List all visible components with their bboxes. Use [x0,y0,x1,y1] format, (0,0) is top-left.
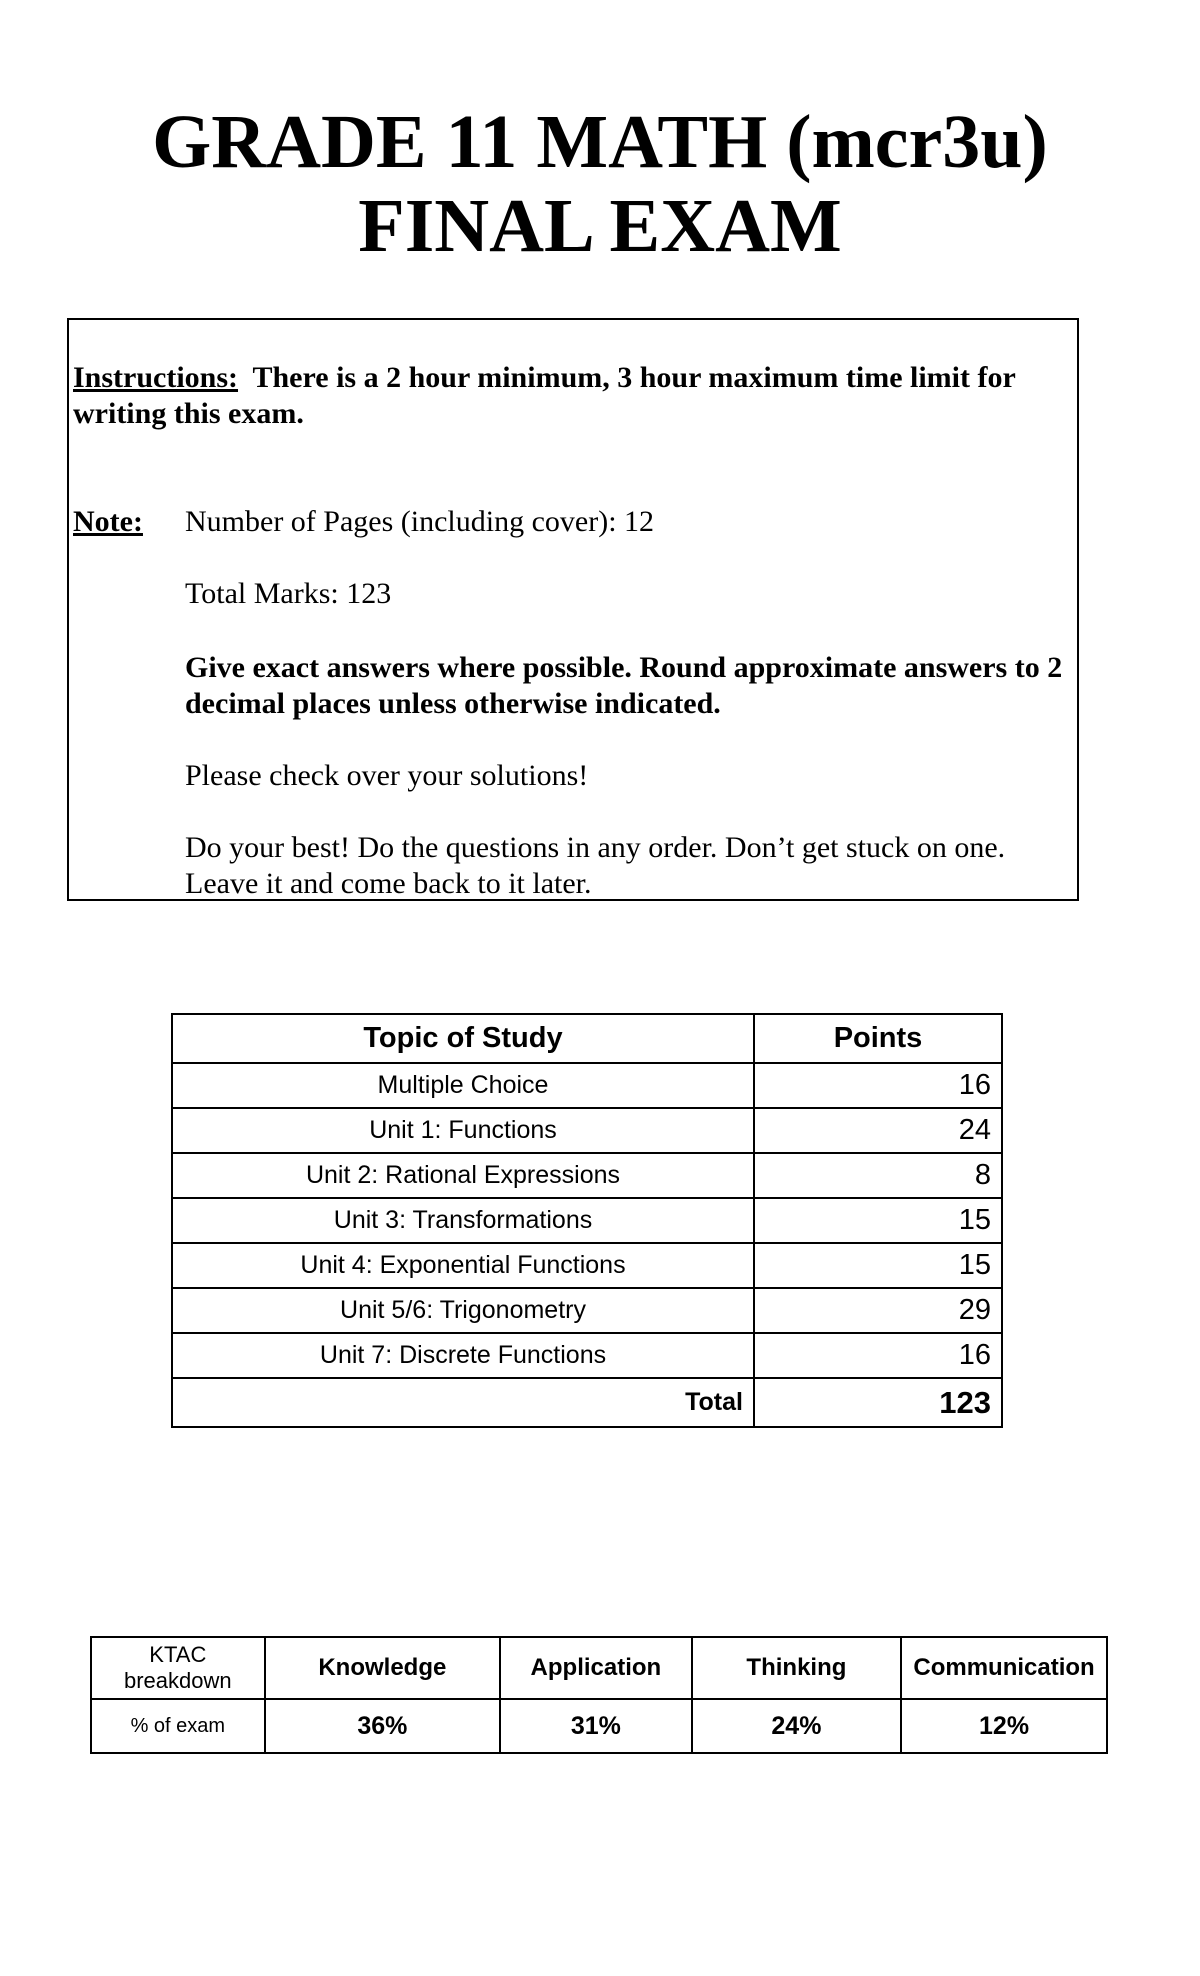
note-best: Do your best! Do the questions in any order. Don’t get stuck on one. Leave it and come back to it later. [185,831,1006,900]
ktac-percent-communication: 12% [901,1699,1107,1753]
instructions-label: Instructions: [73,361,239,394]
points-cell: 15 [754,1243,1002,1288]
points-cell: 8 [754,1153,1002,1198]
topic-cell: Unit 5/6: Trigonometry [172,1288,754,1333]
ktac-percent-application: 31% [500,1699,692,1753]
points-header: Points [754,1014,1002,1063]
ktac-header-row [91,1637,1107,1699]
topics-header-row [172,1014,1002,1063]
instructions-box [67,318,1079,901]
topic-cell: Unit 3: Transformations [172,1198,754,1243]
note-marks: Total Marks: 123 [185,577,392,610]
ktac-percent-knowledge: 36% [265,1699,500,1753]
ktac-percent-thinking: 24% [692,1699,901,1753]
note-rounding: Give exact answers where possible. Round approximate answers to 2 decimal places unless otherwise indicated. [185,651,1063,720]
exam-title [0,100,1200,268]
points-cell: 16 [754,1063,1002,1108]
topic-header: Topic of Study [172,1014,754,1063]
exam-title-line2: FINAL EXAM [358,184,842,268]
points-cell: 15 [754,1198,1002,1243]
note-check: Please check over your solutions! [185,759,589,792]
note-pages: Number of Pages (including cover): 12 [185,505,655,538]
table-row [172,1333,1002,1378]
note-label: Note: [73,505,143,538]
table-row [172,1063,1002,1108]
ktac-category-application: Application [500,1637,692,1699]
points-cell: 29 [754,1288,1002,1333]
ktac-category-communication: Communication [901,1637,1107,1699]
topic-cell: Unit 7: Discrete Functions [172,1333,754,1378]
total-row [172,1378,1002,1427]
table-row [172,1153,1002,1198]
exam-title-line1: GRADE 11 MATH (mcr3u) [152,100,1048,184]
instructions-text: There is a 2 hour minimum, 3 hour maximum time limit for writing this exam. [73,361,1016,430]
ktac-category-thinking: Thinking [692,1637,901,1699]
ktac-percent-row [91,1699,1107,1753]
topic-cell: Unit 2: Rational Expressions [172,1153,754,1198]
table-row [172,1198,1002,1243]
topic-cell: Multiple Choice [172,1063,754,1108]
total-points: 123 [754,1378,1002,1427]
points-cell: 16 [754,1333,1002,1378]
table-row [172,1243,1002,1288]
ktac-percent-label: % of exam [91,1699,265,1753]
table-row [172,1108,1002,1153]
topic-cell: Unit 1: Functions [172,1108,754,1153]
total-label: Total [172,1378,754,1427]
topics-table [171,1013,1003,1428]
instructions-paragraph [73,360,1073,432]
ktac-table [90,1636,1108,1754]
ktac-category-knowledge: Knowledge [265,1637,500,1699]
points-cell: 24 [754,1108,1002,1153]
topic-cell: Unit 4: Exponential Functions [172,1243,754,1288]
ktac-breakdown-label: KTAC breakdown [91,1637,265,1699]
table-row [172,1288,1002,1333]
